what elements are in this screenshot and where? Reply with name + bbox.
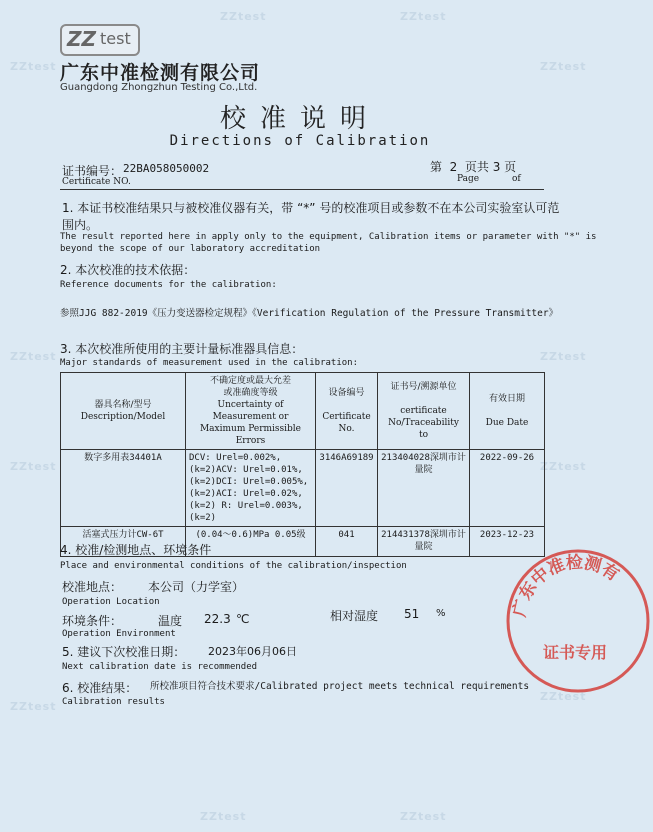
watermark-text: ZZtest <box>200 810 247 823</box>
section2-reference: 参照JJG 882-2019《压力变送器检定规程》《Verification Regulation of the Pressure Transmitter》 <box>60 308 559 319</box>
humidity-unit: % <box>436 608 446 619</box>
of-label-en: of <box>512 174 521 184</box>
watermark-text: ZZtest <box>220 10 267 23</box>
cell-name: 活塞式压力计CW-6T <box>61 527 186 557</box>
standards-table <box>60 372 545 557</box>
table-header-row <box>61 373 545 450</box>
page-indicator: 第 2 页共 3 页 <box>430 160 517 174</box>
section1-text-cn: 1. 本证书校准结果只与被校准仪器有关，带 “*” 号的校准项目或参数不在本公司实验室认可范 <box>62 201 560 215</box>
cell-name: 数字多用表34401A <box>61 450 186 527</box>
section1-text-cn-2: 围内。 <box>62 218 99 232</box>
location-label: 校准地点： <box>62 580 123 594</box>
table-row <box>61 450 545 527</box>
watermark-text: ZZtest <box>400 810 447 823</box>
watermark-text: ZZtest <box>540 350 587 363</box>
col-header-uncertainty: 不确定度或最大允差 或准确度等级 Uncertainty of Measurement or Maximum Permissible Errors <box>186 373 316 450</box>
company-name-en: Guangdong Zhongzhun Testing Co.,Ltd. <box>60 82 258 93</box>
location-label-en: Operation Location <box>62 597 160 607</box>
cell-due-date: 2022-09-26 <box>470 450 545 527</box>
cell-due-date: 2023-12-23 <box>470 527 545 557</box>
page-title-en: Directions of Calibration <box>169 133 431 149</box>
svg-text:广东中准检测有: 广东中准检测有 <box>509 552 623 619</box>
cell-equipment-no: 3146A69189 <box>316 450 378 527</box>
cell-cert-trace: 213404028深圳市计量院 <box>378 450 470 527</box>
temperature-unit: ℃ <box>236 612 250 626</box>
watermark-text: ZZtest <box>400 10 447 23</box>
watermark-text: ZZtest <box>540 60 587 73</box>
cell-equipment-no: 041 <box>316 527 378 557</box>
certificate-label: 证书编号： <box>62 164 123 178</box>
company-seal-stamp <box>503 546 653 696</box>
watermark-text: ZZtest <box>10 700 57 713</box>
section6-heading-en: Calibration results <box>62 697 165 707</box>
cell-uncertainty: (0.04～0.6)MPa 0.05级 <box>186 527 316 557</box>
location-value: 本公司（力学室） <box>148 580 245 594</box>
section1-text-en: The result reported here in apply only to the equipment, Calibration items or parameter with "*" is <box>60 232 597 242</box>
watermark-text: ZZtest <box>10 460 57 473</box>
section5-heading-cn: 5. 建议下次校准日期： <box>62 645 186 659</box>
page-label-en: Page <box>457 174 480 184</box>
temperature-label: 温度 <box>158 614 183 628</box>
section6-heading-cn: 6. 校准结果： <box>62 681 138 695</box>
company-logo <box>60 24 140 56</box>
logo-suffix: test <box>100 29 131 48</box>
col-header-due-date: 有效日期 Due Date <box>470 373 545 450</box>
next-calibration-date: 2023年06月06日 <box>208 645 297 658</box>
section4-heading-cn: 4. 校准/检测地点、环境条件 <box>60 543 212 557</box>
calibration-result: 所校准项目符合技术要求/Calibrated project meets technical requirements <box>150 681 530 692</box>
section5-heading-en: Next calibration date is recommended <box>62 662 258 672</box>
section2-heading-en: Reference documents for the calibration: <box>60 280 277 290</box>
col-header-name: 器具名称/型号 Description/Model <box>61 373 186 450</box>
section3-heading-cn: 3. 本次校准所使用的主要计量标准器具信息： <box>60 342 304 356</box>
logo-brand: ZZ <box>67 27 97 51</box>
watermark-text: ZZtest <box>540 690 587 703</box>
header-rule <box>60 189 544 190</box>
certificate-number: 22BA058050002 <box>123 162 210 175</box>
section2-heading-cn: 2. 本次校准的技术依据： <box>60 263 196 277</box>
temperature-value: 22.3 <box>204 612 231 626</box>
svg-text:证书专用: 证书专用 <box>543 643 608 662</box>
humidity-label: 相对湿度 <box>330 609 379 623</box>
col-header-equipment-no: 设备编号 Certificate No. <box>316 373 378 450</box>
watermark-text: ZZtest <box>10 350 57 363</box>
section3-heading-en: Major standards of measurement used in the calibration: <box>60 358 359 368</box>
environment-label-en: Operation Environment <box>62 629 176 639</box>
watermark-text: ZZtest <box>540 460 587 473</box>
col-header-cert-trace: 证书号/溯源单位 certificate No/Traceability to <box>378 373 470 450</box>
section1-text-en-2: beyond the scope of our laboratory accreditation <box>60 244 321 254</box>
page-title-cn: 校准说明 <box>219 104 380 134</box>
humidity-value: 51 <box>404 607 420 621</box>
cell-uncertainty: DCV: Urel=0.002%, (k=2)ACV: Urel=0.01%, (k=2)DCI: Urel=0.005%, (k=2)ACI: Urel=0.02%, (k=2) R: Urel=0.003%, (k=2) <box>186 450 316 527</box>
certificate-label-en: Certificate NO. <box>62 177 131 187</box>
section4-heading-en: Place and environmental conditions of the calibration/inspection <box>60 561 407 571</box>
company-name-cn: 广东中准检测有限公司 <box>60 62 261 84</box>
cell-cert-trace: 214431378深圳市计量院 <box>378 527 470 557</box>
watermark-text: ZZtest <box>10 60 57 73</box>
environment-label: 环境条件： <box>62 614 123 628</box>
